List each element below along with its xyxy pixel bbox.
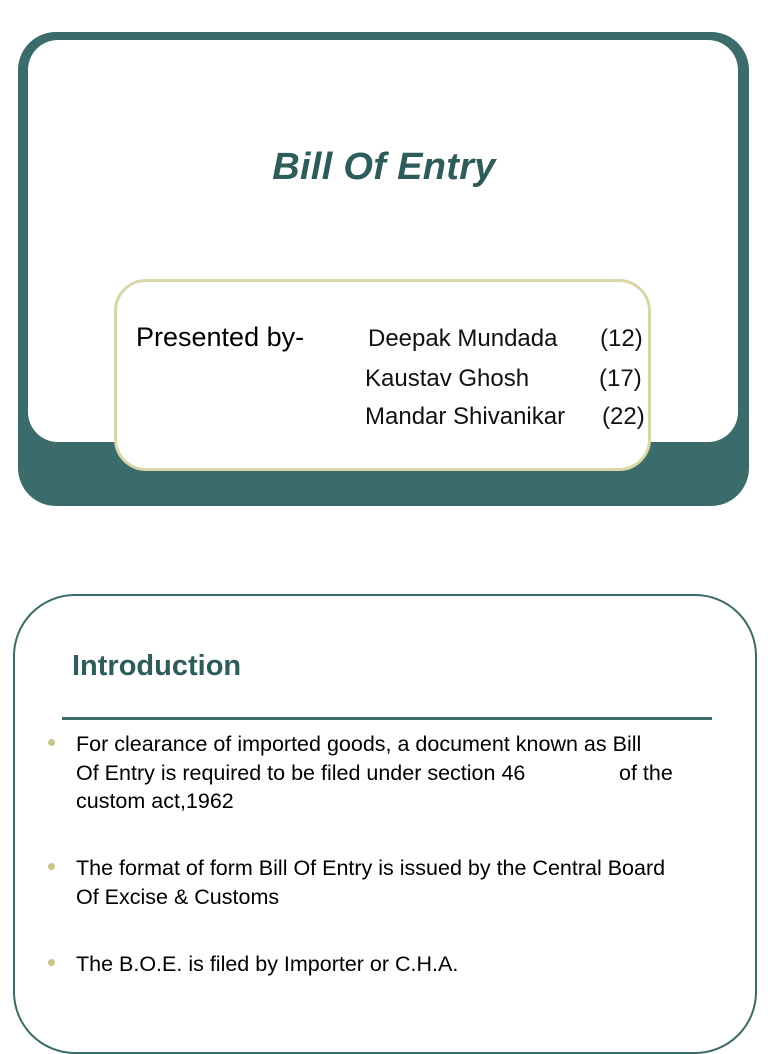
bullet-icon [48,739,55,746]
bullet-item [76,730,726,816]
presenter-roll: (17) [599,365,642,392]
presenter-name: Deepak Mundada [368,325,558,352]
presenter-roll: (22) [602,403,645,430]
bullet-icon [48,959,55,966]
bullet-item [76,950,726,979]
presenter-name: Kaustav Ghosh [365,365,530,392]
bullet-line: For clearance of imported goods, a document known as Bill [76,732,642,756]
title-divider [62,717,712,720]
bullet-line-text: Of Entry is required to be filed under section 46 [76,760,526,785]
bullet-line: The format of form Bill Of Entry is issued by the Central Board [76,856,666,880]
bullet-line: custom act,1962 [76,789,234,813]
bullet-line: Of Excise & Customs [76,884,280,909]
bullet-line-tail: of the [619,760,673,785]
slide-title: Bill Of Entry [272,146,496,188]
bullet-item [76,854,726,911]
bullet-line [76,759,726,788]
presenter-roll: (12) [600,325,643,352]
presented-by-label: Presented by- [136,322,305,352]
intro-title: Introduction [72,650,242,682]
bullet-line: The B.O.E. is filed by Importer or C.H.A. [76,952,459,976]
presenter-name: Mandar Shivanikar [365,403,566,430]
bullet-icon [48,863,55,870]
